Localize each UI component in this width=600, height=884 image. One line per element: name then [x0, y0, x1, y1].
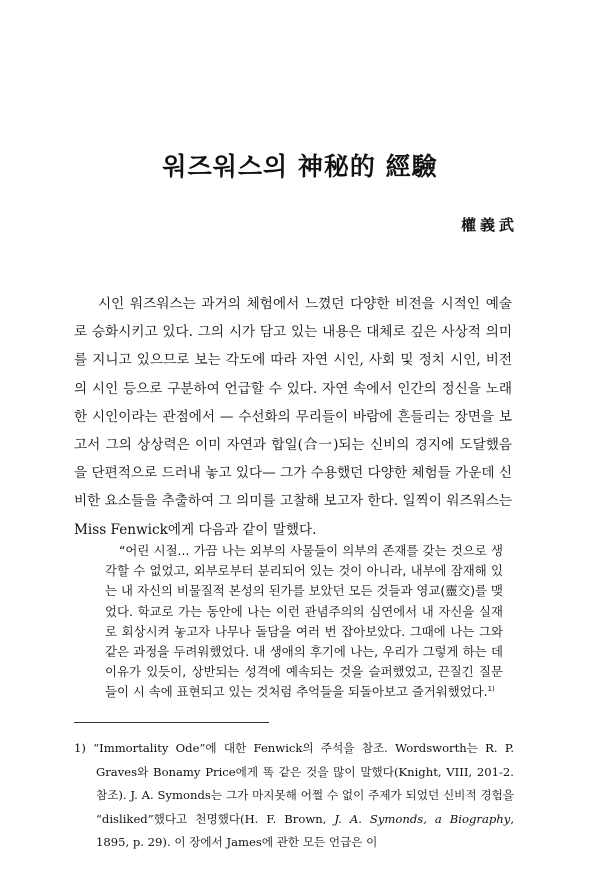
- footnote-rule: [74, 722, 269, 723]
- footnote-text-part1: “Immortality Ode”에 대한 Fenwick의 주석을 참조. Wordsworth는 R. P. Graves와 Bonamy Price에게 똑 같은 것을 많이 말했다(Knight, VIII, 201-2. 참조). J. A. Symonds는 그가 마지못해 어쩔 수 없이 주제가 되었던 신비적 경험을 “disliked”했다고 천명했다(H. F. Brown,: [93, 741, 515, 826]
- footnote-text-part2: , 1895, p. 29). 이 장에서 James에 관한 모든 언급은 이: [96, 811, 514, 849]
- quote-text: “어린 시절... 가끔 나는 외부의 사물들이 의부의 존재를 갖는 것으로 생각할 수 없었고, 외부로부터 분리되어 있는 것이 아니라, 내부에 잠재해 있는 내 자신의 비물질적 본성의 된가를 보았던 모든 것들과 영교(靈交)를 맺었다. 학교로 가는 동안에 나는 이런 관념주의의 심연에서 내 자신을 실재로 회상시켜 놓고자 나무나 돌담을 여러 번 잡아보았다. 그때에 나는 그와 같은 과정을 두려워했었다. 내 생애의 후기에 나는, 우리가 그렇게 하는 데 이유가 있듯이, 상반되는 성격에 예속되는 것을 슬퍼했었고, 끈질긴 질문들이 시 속에 표현되고 있는 것처럼 추억들을 되돌아보고 즐거워했었다.: [105, 543, 503, 700]
- footnote-marker[interactable]: 1): [487, 685, 495, 694]
- footnote-book-title: J. A. Symonds, a Biography: [334, 811, 511, 826]
- paper-title: 워즈워스의 神秘的 經驗: [162, 152, 438, 181]
- body-paragraph: 시인 워즈워스는 과거의 체험에서 느꼈던 다양한 비전을 시적인 예술로 승화시키고 있다. 그의 시가 담고 있는 내용은 대체로 깊은 사상적 의미를 지니고 있으므로 보는 각도에 따라 자연 시인, 사회 및 정치 시인, 비전의 시인 등으로 구분하여 언급할 수 있다. 자연 속에서 인간의 정신을 노래한 시인이라는 관점에서 — 수선화의 무리들이 바람에 흔들리는 장면을 보고서 그의 상상력은 이미 자연과 합일(合一)되는 신비의 경지에 도달했음을 단편적으로 드러내 놓고 있다— 그가 수용했던 다양한 체험들 가운데 신비한 요소들을 추출하여 그 의미를 고찰해 보고자 한다. 일찍이 워즈워스는 Miss Fenwick에게 다음과 같이 말했다.: [74, 296, 512, 538]
- footnote-paragraph: [74, 737, 514, 855]
- body-text: [74, 290, 512, 544]
- block-quote: [105, 541, 503, 703]
- footnote: [74, 737, 514, 855]
- footnote-number: 1): [74, 741, 86, 755]
- author-name: 權義武: [460, 216, 518, 234]
- quote-paragraph: [105, 541, 503, 703]
